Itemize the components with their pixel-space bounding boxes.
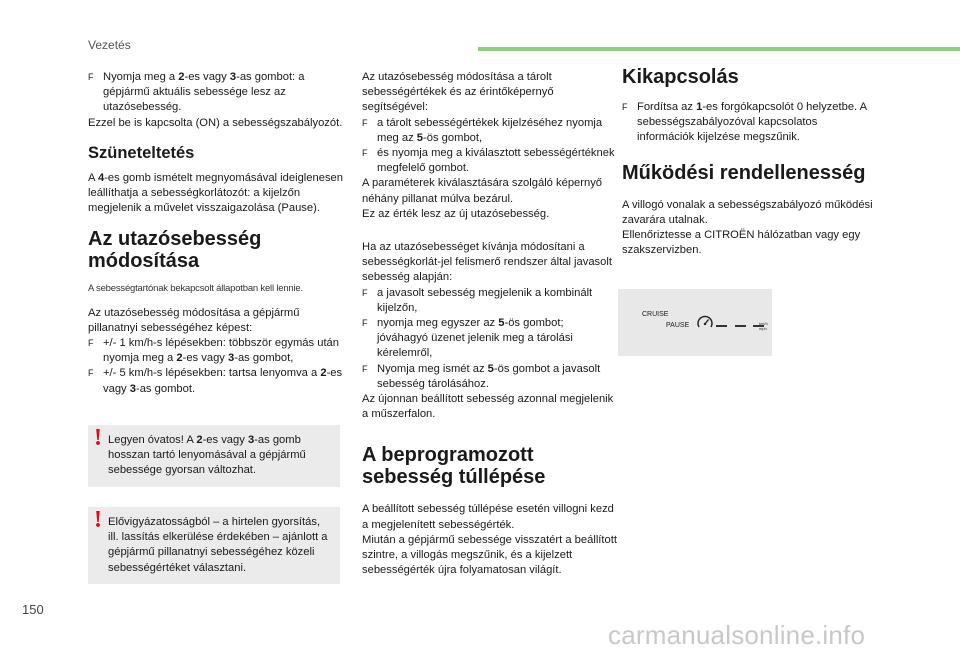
page-number: 150	[22, 602, 44, 617]
bullet-icon: F	[88, 72, 94, 82]
paragraph: Az utazósebesség módosítása a gépjármű pillanatnyi sebességéhez képest:	[88, 306, 300, 334]
heading-pause: Szüneteltetés	[88, 143, 195, 162]
paragraph: A villogó vonalak a sebességszabályozó működési zavarára utalnak.	[622, 198, 873, 226]
speedometer-icon	[696, 314, 714, 337]
bullet-item: F Nyomja meg ismét az 5-ös gombot a javasolt sebesség tárolásához.	[362, 362, 601, 390]
warning-box: ! Elővigyázatosságból – a hirtelen gyorsítás, ill. lassítás elkerülése érdekében – ajánlott a gépjármű pillanatnyi sebességéhez közeli sebességértéket választani.	[88, 507, 340, 584]
bullet-item: F Nyomja meg a 2-es vagy 3-as gombot: a gépjármű aktuális sebessége lesz az utazósebesség.	[88, 71, 305, 114]
heading-overspeed: A beprogramozott sebesség túllépése	[362, 444, 546, 489]
section-title: Vezetés	[88, 38, 131, 52]
watermark: carmanualsonline.info	[608, 620, 866, 650]
speed-unit: km/h mph	[759, 321, 768, 331]
section-bar	[478, 47, 960, 51]
paragraph: Ellenőriztesse a CITROËN hálózatban vagy egy szakszervizben.	[622, 229, 861, 257]
speed-dashes	[716, 325, 764, 327]
bullet-icon: F	[362, 287, 368, 298]
heading-switch-off: Kikapcsolás	[622, 66, 739, 88]
paragraph: Az utazósebesség módosítása a tárolt sebességértékek és az érintőképernyő segítségével:	[362, 71, 554, 114]
bullet-icon: F	[362, 148, 368, 159]
bullet-item: F nyomja meg egyszer az 5-ös gombot; jóváhagyó üzenet jelenik meg a tárolási kérelemről,	[362, 317, 573, 360]
column-left	[88, 70, 343, 397]
warning-icon: !	[94, 507, 102, 533]
cruise-label: CRUISE	[642, 311, 669, 318]
paragraph: A 4-es gomb ismételt megnyomásával ideiglenesen leállíthatja a sebességkorlátozót: a kijelzőn megjelenik a művelet visszaigazolása (Pause).	[88, 171, 343, 215]
column-middle	[362, 70, 617, 578]
bullet-item: F a tárolt sebességértékek kijelzéséhez nyomja meg az 5-ös gombot,	[362, 116, 603, 144]
paragraph: A paraméterek kiválasztására szolgáló képernyő néhány pillanat múlva bezárul.	[362, 177, 603, 205]
heading-modify: Az utazósebesség módosítása	[88, 228, 262, 273]
bullet-icon: F	[362, 318, 368, 329]
heading-malfunction: Működési rendellenesség	[622, 161, 866, 184]
note: A sebességtartónak bekapcsolt állapotban kell lennie.	[88, 283, 303, 295]
paragraph: A beállított sebesség túllépése esetén villogni kezd a megjelenített sebességérték.	[362, 503, 614, 531]
paragraph: Az újonnan beállított sebesség azonnal megjelenik a műszerfalon.	[362, 393, 614, 421]
pause-label: PAUSE	[666, 322, 690, 329]
bullet-icon: F	[362, 117, 368, 128]
paragraph: Miután a gépjármű sebessége visszatért a beállított szintre, a villogás megszűnik, és a kijelzett sebességérték újra folyamatosan világít.	[362, 533, 617, 577]
bullet-item: F Fordítsa az 1-es forgókapcsolót 0 helyzetbe. A sebességszabályozóval kapcsolatos információk kijelzése megszűnik.	[622, 101, 867, 144]
paragraph: Ez az érték lesz az új utazósebesség.	[362, 207, 550, 220]
bullet-icon: F	[362, 363, 368, 374]
paragraph: Ha az utazósebességet kívánja módosítani a sebességkorlát-jel felismerő rendszer által javasolt sebesség alapján:	[362, 241, 612, 284]
bullet-icon: F	[88, 368, 94, 379]
warning-icon: !	[94, 425, 102, 451]
cluster-display-illustration	[618, 289, 772, 356]
bullet-icon: F	[88, 338, 94, 349]
bullet-item: F +/- 5 km/h-s lépésekben: tartsa lenyomva a 2-es vagy 3-as gombot.	[88, 367, 343, 395]
paragraph: Ezzel be is kapcsolta (ON) a sebességszabályozót.	[88, 116, 343, 129]
bullet-item: F és nyomja meg a kiválasztott sebességértéknek megfelelő gombot.	[362, 147, 615, 175]
warning-box: ! Legyen óvatos! A 2-es vagy 3-as gomb hosszan tartó lenyomásával a gépjármű sebessége gyorsan változhat.	[88, 425, 340, 487]
bullet-item: F +/- 1 km/h-s lépésekben: többször egymás után nyomja meg a 2-es vagy 3-as gombot,	[88, 337, 339, 365]
column-right	[622, 66, 877, 258]
bullet-item: F a javasolt sebesség megjelenik a kombinált kijelzőn,	[362, 286, 593, 314]
bullet-icon: F	[622, 102, 628, 112]
